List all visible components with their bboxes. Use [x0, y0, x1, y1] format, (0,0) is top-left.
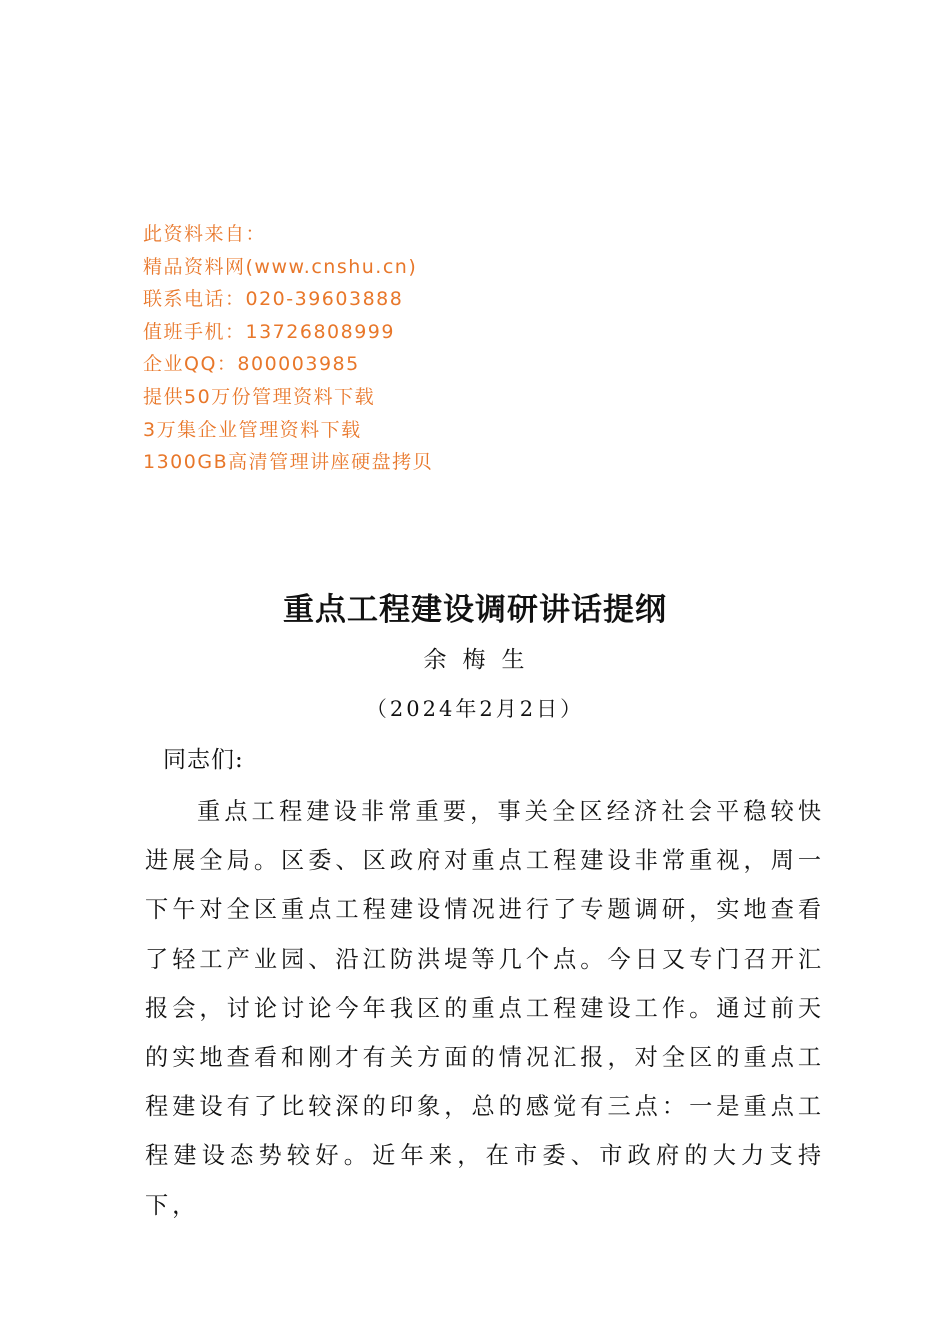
- body-paragraph: 重点工程建设非常重要，事关全区经济社会平稳较快进展全局。区委、区政府对重点工程建设非常重视，周一下午对全区重点工程建设情况进行了专题调研，实地查看了轻工产业园、沿江防洪堤等几个点。今日又专门召开汇报会，讨论讨论今年我区的重点工程建设工作。通过前天的实地查看和刚才有关方面的情况汇报，对全区的重点工程建设有了比较深的印象，总的感觉有三点：一是重点工程建设态势较好。近年来，在市委、市政府的大力支持下，: [145, 798, 825, 1219]
- document-author: 余梅生: [423, 647, 541, 673]
- source-line-offer-2: 3万集企业管理资料下载: [143, 418, 362, 441]
- source-line-header: 此资料来自：: [143, 223, 267, 245]
- salutation: 同志们:: [163, 747, 244, 773]
- source-line-website: 精品资料网(www.cnshu.cn): [143, 255, 418, 278]
- source-line-offer-1: 提供50万份管理资料下载: [143, 385, 376, 408]
- source-line-offer-3: 1300GB高清管理讲座硬盘拷贝: [143, 451, 434, 474]
- source-line-mobile: 值班手机：13726808999: [143, 320, 395, 343]
- source-line-qq: 企业QQ：800003985: [143, 353, 360, 376]
- source-info-block: [143, 218, 643, 479]
- document-title: 重点工程建设调研讲话提纲: [283, 592, 667, 628]
- document-date: （2024年2月2日）: [365, 697, 585, 721]
- source-line-phone: 联系电话：020-39603888: [143, 288, 404, 311]
